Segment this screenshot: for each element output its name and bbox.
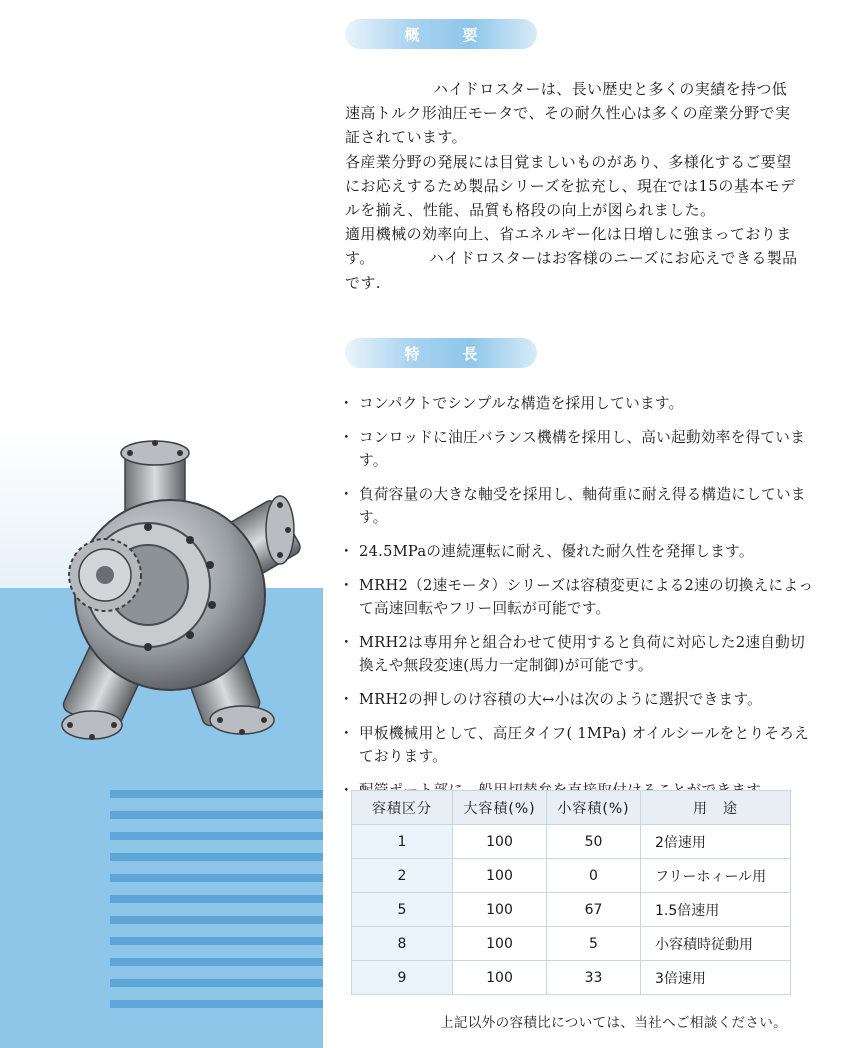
overview-paragraph: 各産業分野の発展には目覚ましいものがあり、多様化するご要望にお応えするため製品シリーズを拡充し、現在では15の基本モデルを揃え、性能、品質も格段の向上が図られました。 [345,152,796,220]
hydraulic-motor-image [30,435,310,755]
displacement-table [351,790,791,995]
overview-heading: 概 要 [345,19,537,49]
table-cell: 9 [352,961,453,995]
feature-item: ・ 24.5MPaの連続運転に耐え、優れた耐久性を発揮します。 [345,540,815,563]
table-cell: 3倍速用 [641,961,791,995]
table-cell: 33 [547,961,641,995]
table-cell: 100 [453,859,547,893]
table-cell: 2倍速用 [641,825,791,859]
header-displacement-class: 容積区分 [352,791,453,825]
feature-item: ・ 負荷容量の大きな軸受を採用し、軸荷重に耐え得る構造にしています。 [345,483,815,529]
feature-item: ・ MRH2は専用弁と組合わせて使用すると負荷に対応した2速自動切換えや無段変速(馬力一定制御)が可能です。 [345,631,815,677]
overview-paragraph: ハイドロスターは、長い歴史と多くの実績を持つ低速高トルク形油圧モータで、その耐久性心は多くの産業分野で実証されています。 [345,80,791,147]
feature-item: ・ コンパクトでシンプルな構造を採用しています。 [345,392,815,415]
table-cell: フリーホィール用 [641,859,791,893]
table-cell: 100 [453,825,547,859]
header-large-displacement: 大容積(%) [453,791,547,825]
table-cell: 1 [352,825,453,859]
table-cell: 1.5倍速用 [641,893,791,927]
table-row [352,927,791,961]
table-row [352,961,791,995]
table-cell: 5 [352,893,453,927]
table-cell: 100 [453,961,547,995]
table-cell: 小容積時従動用 [641,927,791,961]
table-cell: 0 [547,859,641,893]
header-application: 用 途 [641,791,791,825]
overview-paragraph: 適用機械の効率向上、省エネルギー化は日増しに強まっております。 ハイドロスターはお客様のニーズにお応えできる製品です. [345,225,798,292]
table-header-row [352,791,791,825]
header-small-displacement: 小容積(%) [547,791,641,825]
feature-list [345,392,815,813]
table-cell: 2 [352,859,453,893]
table-row [352,825,791,859]
table-cell: 67 [547,893,641,927]
table-row [352,859,791,893]
table-cell: 100 [453,927,547,961]
feature-item: ・ コンロッドに油圧バランス機構を採用し、高い起動効率を得ています。 [345,426,815,472]
features-heading: 特 長 [345,338,537,368]
table-cell: 5 [547,927,641,961]
table-cell: 50 [547,825,641,859]
stripe-decoration [110,790,323,1021]
feature-item: ・ MRH2の押しのけ容積の大↔小は次のように選択できます。 [345,688,815,711]
table-cell: 8 [352,927,453,961]
table-cell: 100 [453,893,547,927]
overview-text [345,77,800,295]
feature-item: ・ MRH2（2速モータ）シリーズは容積変更による2速の切換えによって高速回転やフリー回転が可能です。 [345,574,815,620]
table-note: 上記以外の容積比については、当社へご相談ください。 [440,1015,788,1031]
table-row [352,893,791,927]
feature-item: ・ 甲板機械用として、高圧タイフ( 1MPa) オイルシールをとりそろえております。 [345,722,815,768]
